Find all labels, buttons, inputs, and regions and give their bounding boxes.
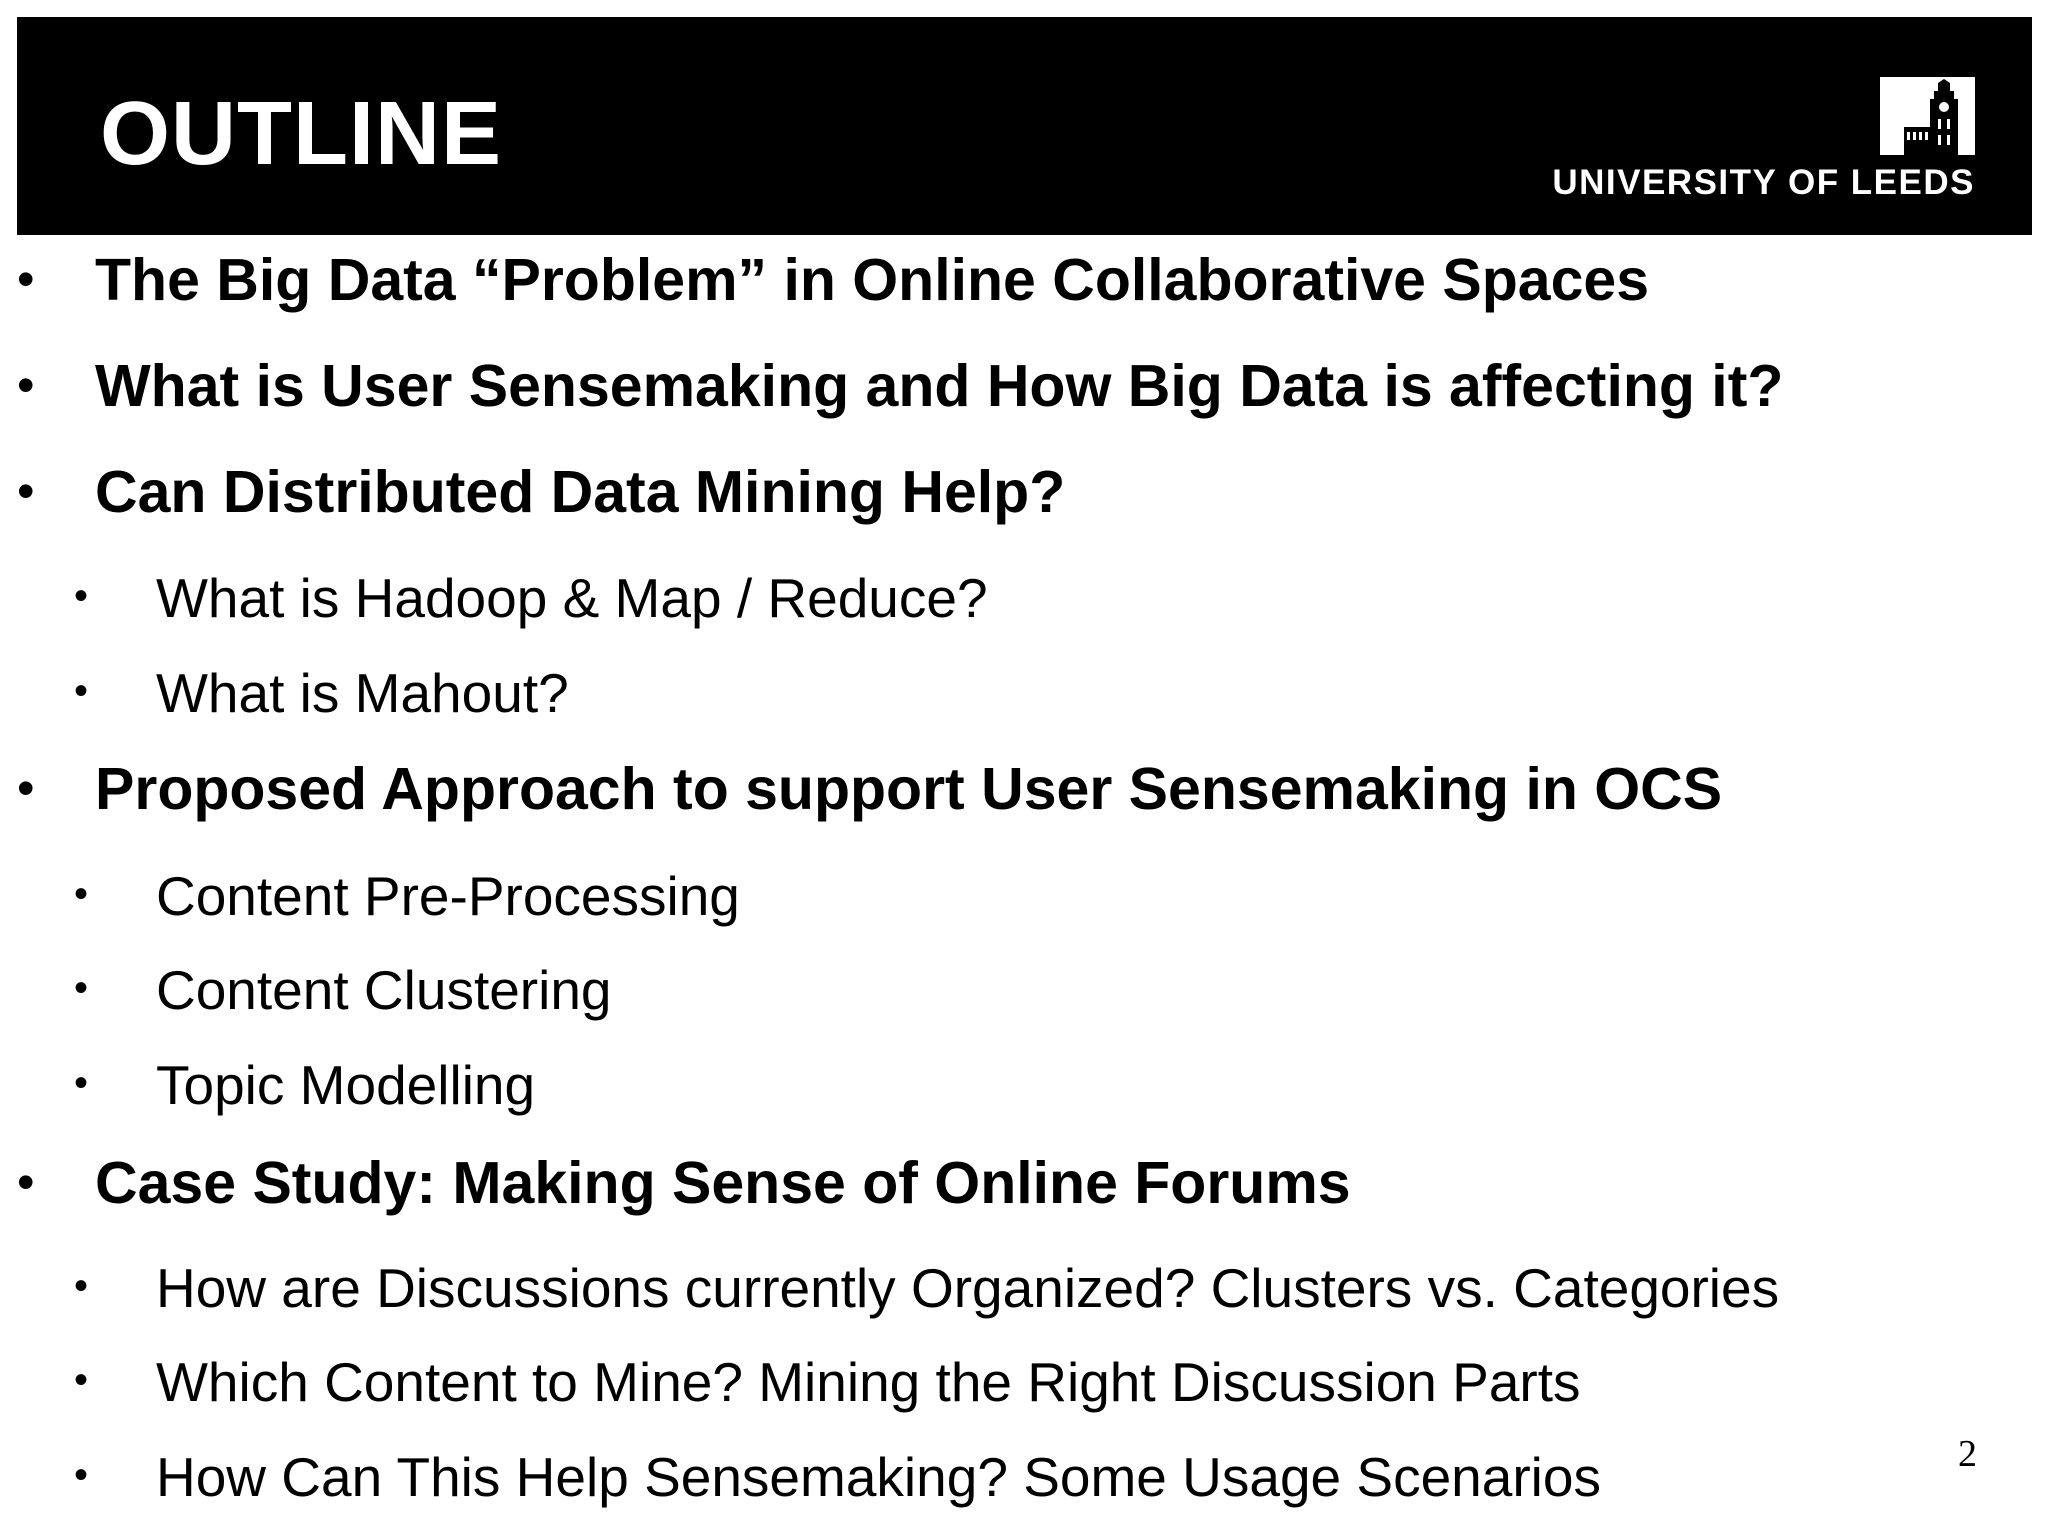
bullet-icon: • <box>17 463 35 519</box>
bullet-icon: • <box>74 1358 89 1402</box>
bullet-icon: • <box>74 1453 89 1497</box>
outline-item-text: Which Content to Mine? Mining the Right Discussion Parts <box>156 1351 1581 1413</box>
outline-subitem <box>74 661 569 725</box>
outline-item <box>17 1149 1351 1217</box>
outline-item-text: The Big Data “Problem” in Online Collaborative Spaces <box>95 247 1650 313</box>
bullet-icon: • <box>74 1264 89 1308</box>
outline-item-text: Content Pre-Processing <box>156 865 740 927</box>
outline-item <box>17 458 1066 526</box>
outline-item <box>17 755 1723 823</box>
outline-subitem <box>74 1350 1581 1414</box>
bullet-icon: • <box>74 966 89 1010</box>
outline-item-text: What is Mahout? <box>156 662 569 724</box>
outline-subitem <box>74 1256 1780 1320</box>
page-number: 2 <box>1958 1433 1977 1475</box>
outline-item-text: Content Clustering <box>156 959 612 1021</box>
slide-title: OUTLINE <box>100 84 502 184</box>
bullet-icon: • <box>17 251 35 307</box>
bullet-icon: • <box>74 1061 89 1105</box>
outline-subitem <box>74 1053 536 1117</box>
outline-item-text: Can Distributed Data Mining Help? <box>95 459 1066 525</box>
outline-item-text: How are Discussions currently Organized? Clusters vs. Categories <box>156 1257 1780 1319</box>
university-name: UNIVERSITY OF LEEDS <box>1552 163 1975 202</box>
outline-item <box>17 246 1650 314</box>
outline-item <box>17 352 1784 420</box>
bullet-icon: • <box>17 357 35 413</box>
bullet-icon: • <box>17 760 35 816</box>
outline-item-text: What is User Sensemaking and How Big Data is affecting it? <box>95 353 1784 419</box>
bullet-icon: • <box>17 1154 35 1210</box>
outline-subitem <box>74 1445 1601 1509</box>
bullet-icon: • <box>74 872 89 916</box>
bullet-icon: • <box>74 669 89 713</box>
outline-item-text: What is Hadoop & Map / Reduce? <box>156 567 988 629</box>
outline-subitem <box>74 958 612 1022</box>
outline-subitem <box>74 566 988 630</box>
outline-subitem <box>74 864 740 928</box>
outline-item-text: Proposed Approach to support User Sensemaking in OCS <box>95 756 1723 822</box>
outline-item-text: Case Study: Making Sense of Online Forums <box>95 1150 1351 1216</box>
bullet-icon: • <box>74 574 89 618</box>
outline-item-text: Topic Modelling <box>156 1054 536 1116</box>
outline-item-text: How Can This Help Sensemaking? Some Usage Scenarios <box>156 1446 1601 1508</box>
